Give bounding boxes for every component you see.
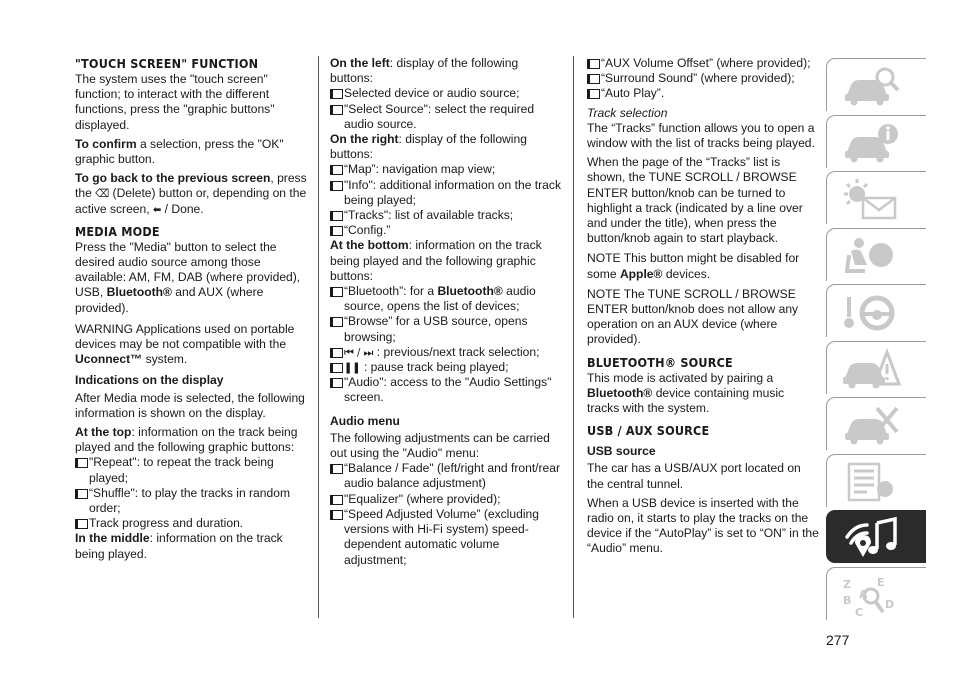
top-paragraph: At the top: information on the track being played and the following graphic buttons: (75, 425, 298, 455)
list-item: Track progress and duration. (75, 516, 307, 531)
tab-starting-driving[interactable] (826, 284, 926, 337)
tab-technical-specifications[interactable] (826, 454, 926, 507)
list-item: “Balance / Fade" (left/right and front/rear audio balance adjustment) (330, 461, 562, 491)
pause-icon: ❚❚ (344, 361, 361, 375)
list-item: “AUX Volume Offset” (where provided); (587, 56, 819, 71)
index-letter: A (859, 587, 868, 601)
back-arrow-icon: ⬅ (152, 202, 162, 216)
chapter-tabs (826, 58, 926, 623)
car-search-icon (841, 65, 901, 107)
index-letter: D (885, 597, 895, 611)
airbag-icon (841, 235, 901, 277)
car-service-icon (841, 404, 901, 446)
index-icon (841, 574, 901, 616)
list-item: ⏮ / ⏭ : previous/next track selection; (330, 345, 562, 360)
list-item: “Shuffle": to play the tracks in random order; (75, 486, 307, 516)
car-crash-icon (841, 348, 901, 390)
heading-bluetooth-source: BLUETOOTH® SOURCE (587, 354, 733, 370)
note-1: NOTE This button might be disabled for some Apple® devices. (587, 251, 800, 281)
right-paragraph: On the right: display of the following buttons: (330, 132, 527, 162)
usb-paragraph-1: The car has a USB/AUX port located on the central tunnel. (587, 461, 801, 491)
usb-paragraph-2: When a USB device is inserted with the radio on, it starts to play the tracks on the device if the “AutoPlay” is set to “ON” in the “Audio” menu. (587, 495, 819, 556)
warning-paragraph: WARNING Applications used on portable devices may be not compatible with the Uconnect™ system. (75, 321, 295, 367)
list-item: “Map”: navigation map view; (330, 162, 562, 177)
specifications-icon (841, 461, 901, 503)
tab-servicing[interactable] (826, 397, 926, 450)
car-info-icon (841, 122, 901, 164)
tab-multimedia[interactable] (826, 510, 926, 563)
multimedia-icon (841, 517, 901, 559)
page-number: 277 (826, 632, 850, 648)
list-item: "Audio": access to the "Audio Settings" screen. (330, 375, 562, 405)
list-item: ❚❚ : pause track being played; (330, 360, 562, 375)
subheading-track-selection: Track selection (587, 105, 668, 120)
list-item: “Auto Play”. (587, 86, 819, 101)
list-item: “Speed Adjusted Volume” (excluding versions with Hi-Fi system) speed-dependent automatic volume adjustment; (330, 507, 562, 568)
index-letter: E (877, 575, 885, 589)
subheading-indications: Indications on the display (75, 373, 224, 388)
list-item: “Browse” for a USB source, opens browsing; (330, 314, 562, 344)
column-divider (573, 56, 574, 618)
warning-lights-icon (841, 178, 901, 220)
list-item: “Surround Sound” (where provided); (587, 71, 819, 86)
delete-icon: ⌫ (95, 187, 110, 201)
column-1 (75, 56, 307, 562)
index-letter: B (843, 593, 852, 607)
left-paragraph: On the left: display of the following buttons: (330, 56, 519, 86)
tab-warning-lights[interactable] (826, 171, 926, 224)
indications-paragraph: After Media mode is selected, the following information is shown on the display. (75, 390, 305, 420)
steering-wheel-icon (841, 291, 901, 333)
subheading-audio-menu: Audio menu (330, 413, 400, 428)
heading-touch-screen: "TOUCH SCREEN" FUNCTION (75, 56, 259, 71)
confirm-paragraph: To confirm a selection, press the "OK" graphic button. (75, 136, 284, 167)
media-paragraph: Press the "Media" button to select the desired audio source among those available: AM, FM, DAB (where provided), USB, Bluetooth® and AUX (where provided). (75, 239, 301, 315)
column-3 (587, 56, 819, 561)
index-letter: C (855, 605, 864, 616)
bluetooth-paragraph: This mode is activated by pairing a Bluetooth® device containing music tracks with the system. (587, 370, 785, 416)
touch-paragraph: The system uses the "touch screen" function; to interact with the different functions, press the "graphic buttons" displayed. (75, 72, 275, 132)
list-item: “Config.” (330, 223, 562, 238)
index-letter: Z (843, 577, 851, 591)
list-item: “Bluetooth”: for a Bluetooth® audio source, opens the list of devices; (330, 284, 562, 314)
heading-usb-aux-source: USB / AUX SOURCE (587, 423, 710, 439)
list-item: “Tracks": list of available tracks; (330, 208, 562, 223)
list-item: "Equalizer" (where provided); (330, 492, 562, 507)
column-divider (318, 56, 319, 618)
tab-dashboard[interactable] (826, 115, 926, 168)
note-2: NOTE The TUNE SCROLL / BROWSE ENTER button/knob does not allow any operation on an AUX device (where provided). (587, 286, 799, 347)
track-paragraph-1: The “Tracks” function allows you to open a window with the list of tracks being played. (587, 120, 815, 151)
back-paragraph: To go back to the previous screen, press the ⌫ (Delete) button or, depending on the active screen, ⬅ / Done. (75, 171, 307, 216)
list-item: "Info": additional information on the track being played; (330, 178, 562, 208)
track-paragraph-2: When the page of the “Tracks” list is shown, the TUNE SCROLL / BROWSE ENTER button/knob can be turned to highlight a track (indicated by a line over and under the title), when press the button/knob again to start playback. (587, 155, 803, 246)
tab-emergency[interactable] (826, 341, 926, 394)
heading-media-mode: MEDIA MODE (75, 223, 160, 239)
tab-index[interactable] (826, 567, 926, 620)
subheading-usb-source: USB source (587, 444, 656, 459)
column-2 (330, 56, 562, 568)
prev-next-icon: ⏮ / ⏭ (344, 345, 374, 359)
tab-safety[interactable] (826, 228, 926, 281)
list-item: "Repeat": to repeat the track being played; (75, 455, 307, 485)
list-item: Selected device or audio source; (330, 86, 562, 101)
bottom-paragraph: At the bottom: information on the track being played and the following graphic buttons: (330, 238, 542, 283)
tab-getting-to-know[interactable] (826, 58, 926, 111)
audio-menu-paragraph: The following adjustments can be carried out using the "Audio" menu: (330, 430, 550, 461)
middle-paragraph: In the middle: information on the track being played. (75, 531, 283, 561)
list-item: "Select Source": select the required audio source. (330, 102, 562, 132)
